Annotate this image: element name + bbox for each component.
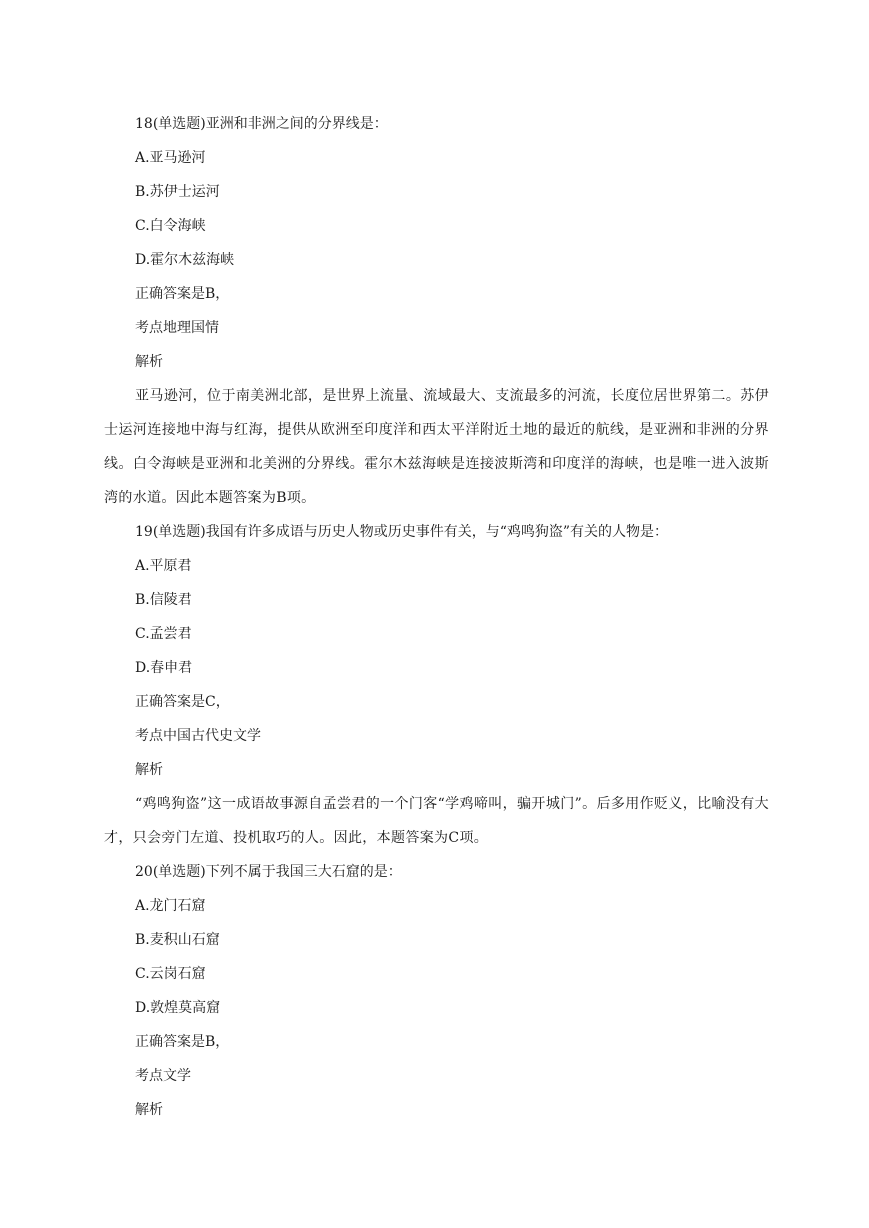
option-a: A.龙门石窟 [135,898,206,914]
document-content [104,107,769,1127]
option-b: B.信陵君 [135,592,192,608]
option-c: C.孟尝君 [135,626,192,642]
analysis-text: 亚马逊河，位于南美洲北部，是世界上流量、流域最大、支流最多的河流，长度位居世界第二。苏伊士运河连接地中海与红海，提供从欧洲至印度洋和西太平洋附近土地的最近的航线，是亚洲和非洲的分界线。白令海峡是亚洲和北美洲的分界线。霍尔木兹海峡是连接波斯湾和印度洋的海峡，也是唯一进入波斯湾的水道。因此本题答案为B项。 [104,388,769,506]
answer-line: 正确答案是C， [135,694,230,710]
analysis-text: “鸡鸣狗盗”这一成语故事源自孟尝君的一个门客“学鸡啼叫，骗开城门”。后多用作贬义，比喻没有大才，只会旁门左道、投机取巧的人。因此，本题答案为C项。 [104,796,769,846]
topic-line: 考点中国古代史文学 [135,728,261,744]
option-c: C.云岗石窟 [135,966,206,982]
analysis-label: 解析 [135,762,163,778]
analysis-label: 解析 [135,1102,163,1118]
analysis-label: 解析 [135,354,163,370]
question-stem: 20(单选题)下列不属于我国三大石窟的是： [135,864,402,880]
answer-line: 正确答案是B， [135,1034,230,1050]
option-b: B.苏伊士运河 [135,184,220,200]
option-b: B.麦积山石窟 [135,932,220,948]
topic-line: 考点文学 [135,1068,191,1084]
question-stem: 19(单选题)我国有许多成语与历史人物或历史事件有关，与“鸡鸣狗盗”有关的人物是： [135,524,669,540]
option-a: A.平原君 [135,558,192,574]
answer-line: 正确答案是B， [135,286,230,302]
option-d: D.春申君 [135,660,193,676]
option-c: C.白令海峡 [135,218,206,234]
option-d: D.敦煌莫高窟 [135,1000,221,1016]
option-a: A.亚马逊河 [135,150,206,166]
topic-line: 考点地理国情 [135,320,219,336]
option-d: D.霍尔木兹海峡 [135,252,235,268]
question-stem: 18(单选题)亚洲和非洲之间的分界线是： [135,116,388,132]
